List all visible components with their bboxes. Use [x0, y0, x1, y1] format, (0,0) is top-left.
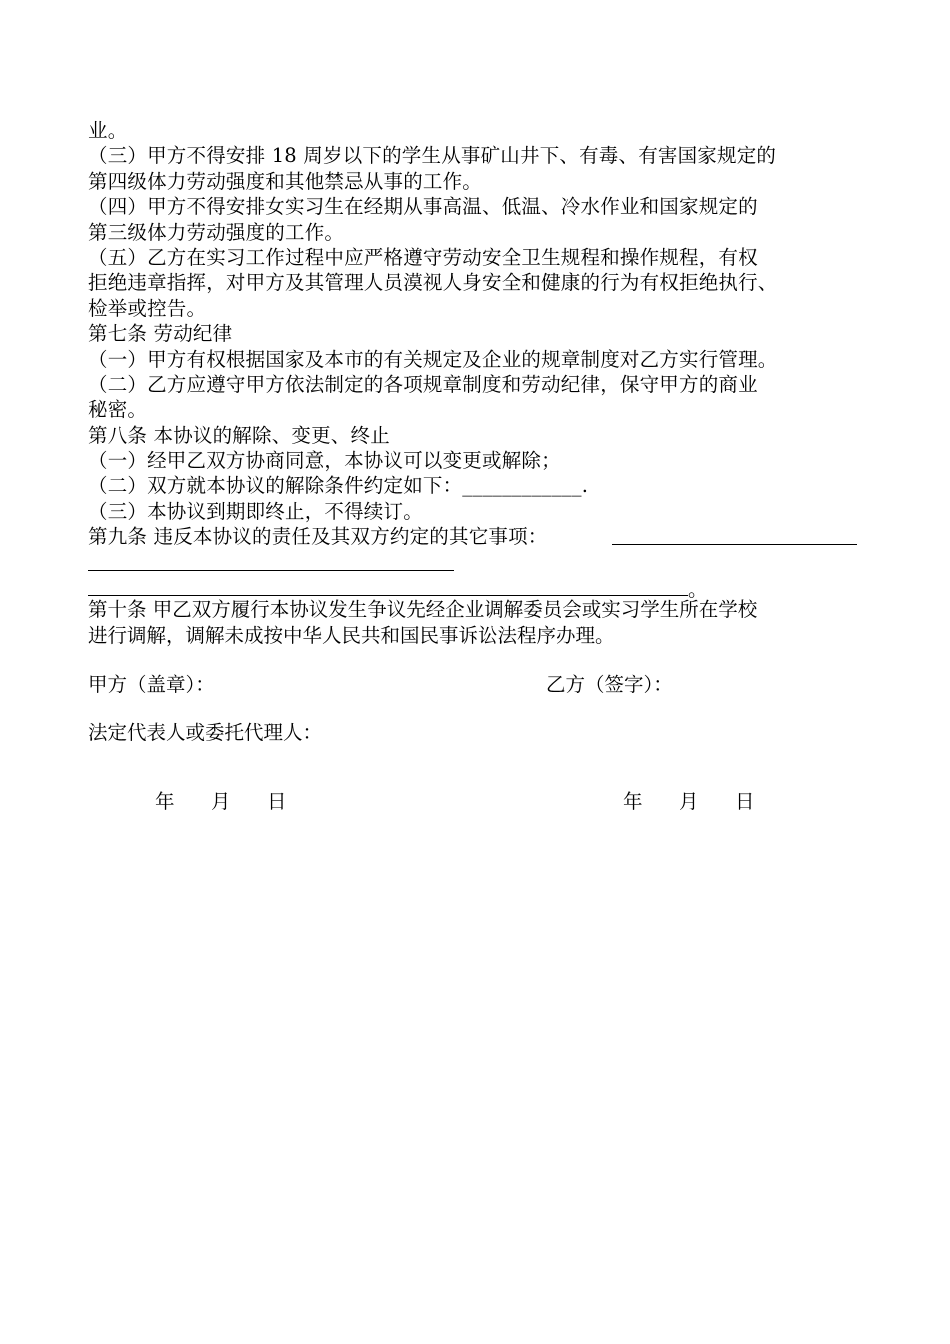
text-line: 业。 — [88, 119, 128, 142]
text-line: （二）乙方应遵守甲方依法制定的各项规章制度和劳动纪律，保守甲方的商业 — [88, 372, 758, 396]
text-line: （五）乙方在实习工作过程中应严格遵守劳动安全卫生规程和操作规程，有权 — [88, 245, 758, 269]
party-b-sign-label: 乙方（签字）： — [546, 673, 673, 696]
text-line: 检举或控告。 — [88, 296, 207, 320]
text-line: （一）甲方有权根据国家及本市的有关规定及企业的规章制度对乙方实行管理。 — [88, 347, 778, 371]
date-day-left: 日 — [267, 790, 287, 813]
text-line: （三）甲方不得安排 18 周岁以下的学生从事矿山井下、有毒、有害国家规定的 — [88, 144, 777, 168]
article-heading: 第七条 劳动纪律 — [88, 322, 233, 346]
agreement-body — [88, 118, 860, 550]
date-year-left: 年 — [155, 790, 175, 813]
date-month-right: 月 — [679, 790, 699, 813]
text-line: （三）本协议到期即终止，不得续订。 — [88, 499, 423, 523]
text-line: 第四级体力劳动强度和其他禁忌从事的工作。 — [88, 169, 483, 193]
blank-line — [612, 544, 857, 545]
text-line: 拒绝违章指挥，对甲方及其管理人员漠视人身安全和健康的行为有权拒绝执行、 — [88, 271, 778, 295]
party-a-seal-label: 甲方（盖章）： — [88, 673, 215, 696]
text-line: （二）双方就本协议的解除条件约定如下：____________. — [88, 474, 589, 498]
text-line: 第三级体力劳动强度的工作。 — [88, 220, 345, 244]
article-heading: 第九条 违反本协议的责任及其双方约定的其它事项： — [88, 525, 548, 549]
date-month-left: 月 — [211, 790, 231, 813]
article-ten-line: 进行调解，调解未成按中华人民共和国民事诉讼法程序办理。 — [88, 624, 615, 647]
representative-label: 法定代表人或委托代理人： — [88, 721, 323, 744]
text-line: （一）经甲乙双方协商同意，本协议可以变更或解除； — [88, 449, 561, 473]
text-line: （四）甲方不得安排女实习生在经期从事高温、低温、冷水作业和国家规定的 — [88, 195, 758, 219]
article-heading: 第八条 本协议的解除、变更、终止 — [88, 423, 390, 447]
blank-line — [88, 570, 454, 571]
article-ten-line: 第十条 甲乙双方履行本协议发生争议先经企业调解委员会或实习学生所在学校 — [88, 598, 758, 621]
date-year-right: 年 — [623, 790, 643, 813]
blank-line — [88, 595, 688, 596]
date-day-right: 日 — [735, 790, 755, 813]
blank-end-mark: 。 — [688, 578, 708, 601]
text-line: 秘密。 — [88, 398, 148, 422]
